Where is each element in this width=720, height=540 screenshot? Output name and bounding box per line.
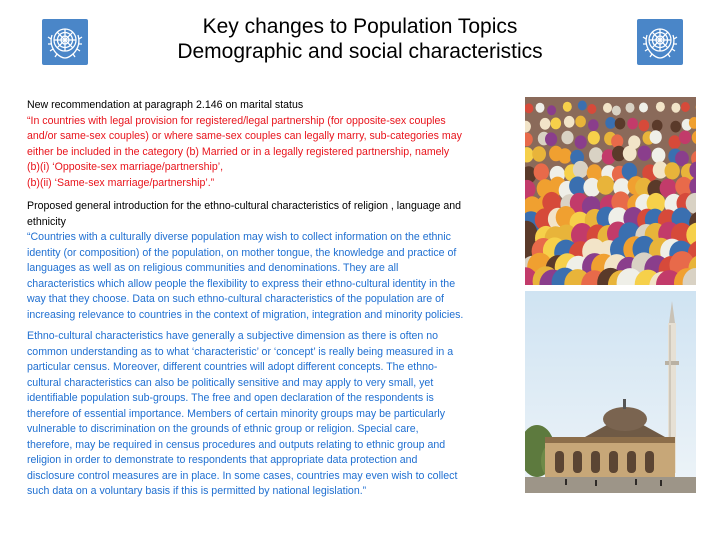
- quote-line: languages as well as on religious communities and denominations. They are all: [27, 262, 399, 274]
- title-line-1: Key changes to Population Topics: [202, 15, 518, 38]
- paragraph-line: identifiable population sub-groups. The free and open declaration of the respondents is: [27, 392, 434, 404]
- paragraph-line: such data on a voluntary basis if this is permitted by national legislation.”: [27, 485, 367, 497]
- quote-line: and/or same-sex couples) or where same-sex couples can legally marry, sub-categories may: [27, 130, 462, 142]
- paragraph-line: common understanding as to what ‘characteristic’ or ‘concept’ is really being measured in a: [27, 345, 454, 358]
- slide-title: [100, 14, 620, 64]
- paragraph-line: particular census. Moreover, different countries will adopt different concepts. The ethno-: [27, 361, 438, 373]
- title-line-2: Demographic and social characteristics: [177, 40, 543, 63]
- section-heading: New recommendation at paragraph 2.146 on marital status: [27, 99, 304, 111]
- un-logo-left: [42, 19, 88, 65]
- quote-line: increasing relevance to countries in the context of migration, integration and minority policies.: [27, 308, 464, 321]
- un-emblem-icon: [639, 21, 681, 63]
- crowd-photo: [525, 97, 696, 285]
- paragraph-line: disclosure control measures are in place. In some cases, countries may even wish to collect: [27, 469, 458, 482]
- quote-line: (b)(ii) ‘Same-sex marriage/partnership’.”: [27, 176, 215, 189]
- quote-line: (b)(i) ‘Opposite-sex marriage/partnership’,: [27, 161, 224, 173]
- paragraph-line: Ethno-cultural characteristics have generally a subjective dimension as there is often no: [27, 330, 439, 342]
- quote-line: “In countries with legal provision for registered/legal partnership (for opposite-sex couples: [27, 114, 446, 127]
- quote-line: way that they choose. Data on such ethno-cultural characteristics of the population are of: [27, 293, 444, 305]
- section-heading: ethnicity: [27, 215, 66, 228]
- marital-status-section: [27, 98, 521, 191]
- quote-line: characteristics which allow people the flexibility to express their ethno-cultural identity in the: [27, 277, 456, 290]
- paragraph-line: therefore of essential importance. Members of certain minority groups may be particularly: [27, 407, 446, 420]
- quote-line: identity (or composition) of the population, on mother tongue, the knowledge and practice of: [27, 246, 457, 259]
- paragraph-line: cultural characteristics can also be politically sensitive and may apply to very small, yet: [27, 376, 434, 389]
- un-logo-right: [637, 19, 683, 65]
- ethno-cultural-introduction-section: [27, 199, 521, 323]
- paragraph-line: therefore, may be required in census procedures and outputs relating to ethnic group and: [27, 438, 446, 451]
- quote-line: “Countries with a culturally diverse population may wish to collect information on the ethnic: [27, 231, 451, 243]
- section-heading: Proposed general introduction for the ethno-cultural characteristics of religion , language and: [27, 200, 462, 212]
- paragraph-line: vulnerable to discrimination on the grounds of ethnic group or religion. Special care,: [27, 423, 419, 435]
- paragraph-line: religion in order to demonstrate to respondents that appropriate data protection and: [27, 454, 418, 466]
- mosque-photo: [525, 291, 696, 493]
- quote-line: either be included in the category (b) Married or in a legally registered partnership, namely: [27, 145, 450, 158]
- un-emblem-icon: [44, 21, 86, 63]
- ethno-cultural-details-section: [27, 329, 521, 500]
